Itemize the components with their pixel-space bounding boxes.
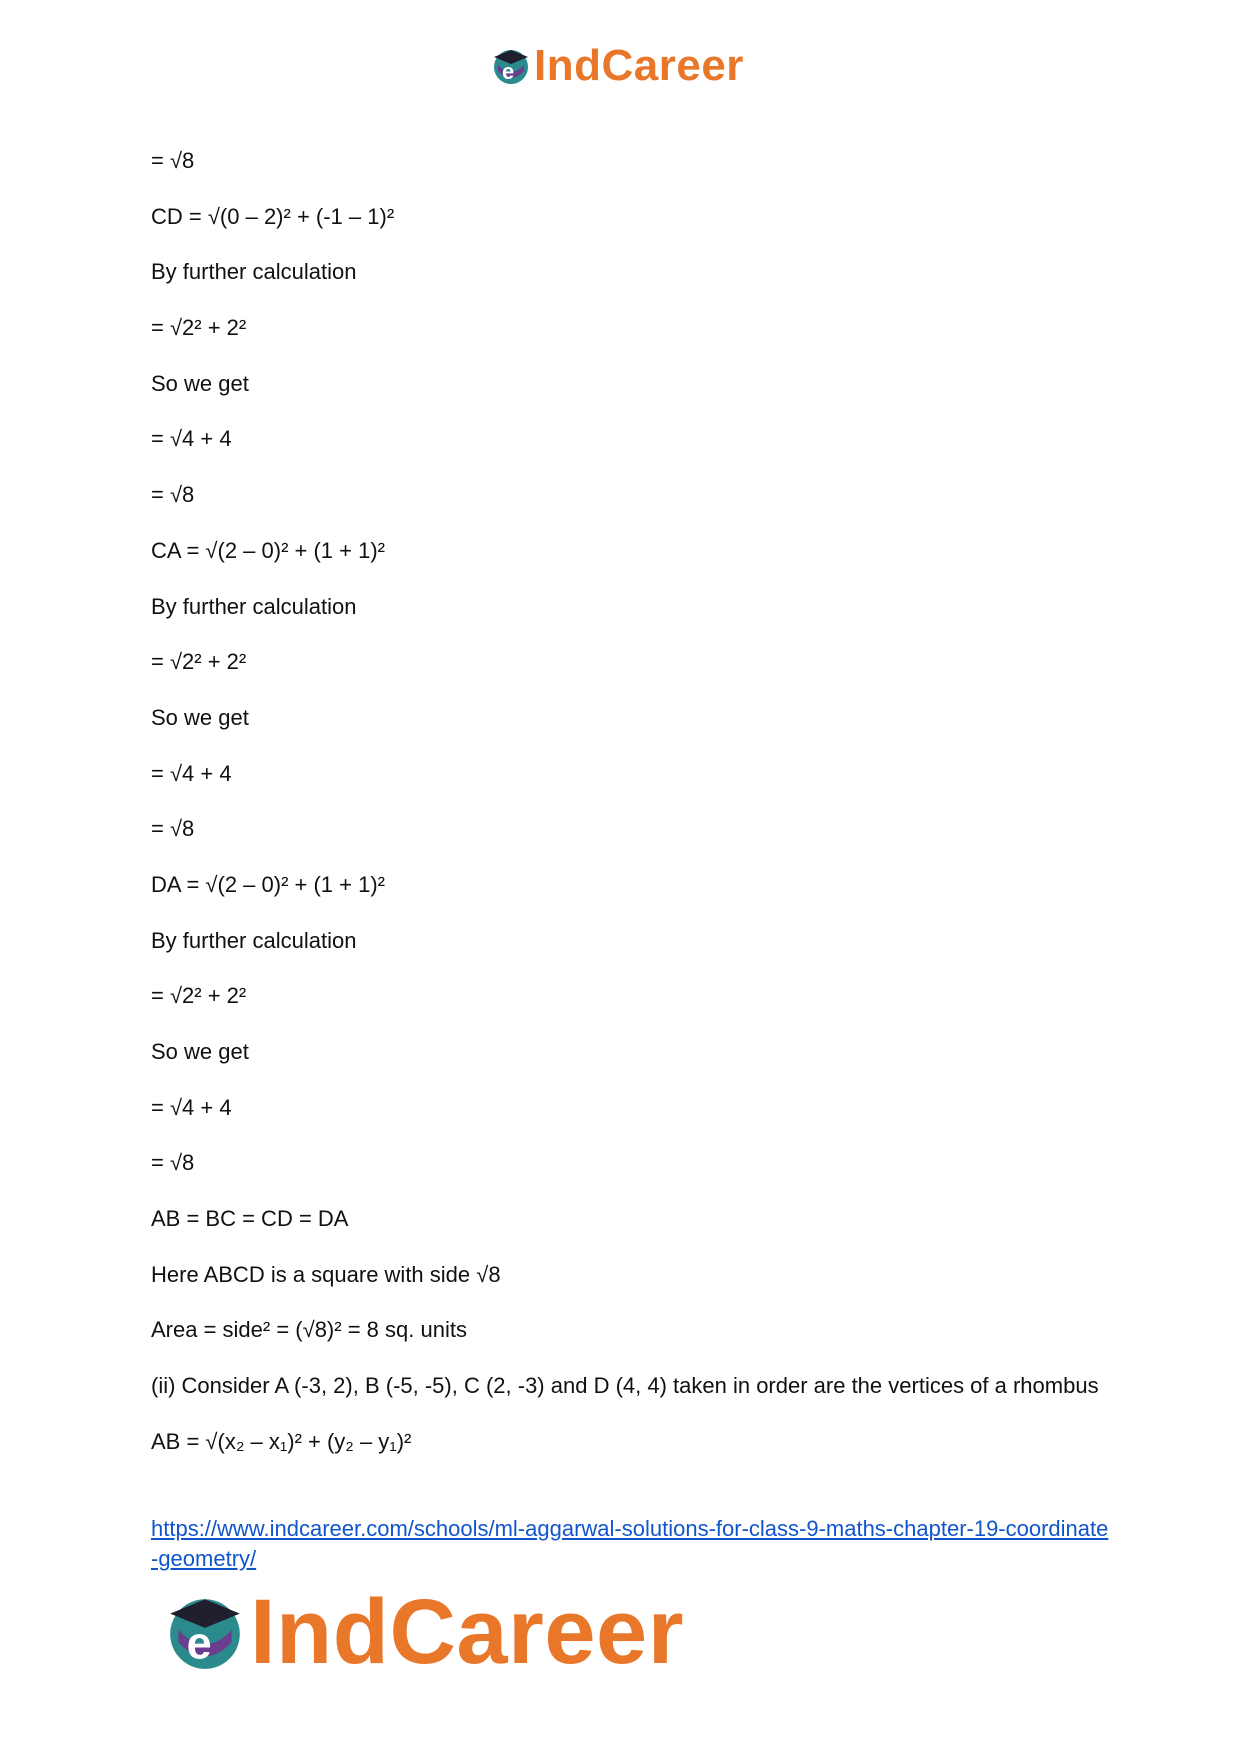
text-line: CD = √(0 – 2)² + (-1 – 1)² (151, 203, 395, 229)
footer-logo-text: IndCareer (250, 1581, 684, 1683)
text-line: DA = √(2 – 0)² + (1 + 1)² (151, 871, 385, 897)
document-body (151, 146, 1111, 1483)
text-line: = √8 (151, 816, 195, 842)
text-line: (ii) Consider A (-3, 2), B (-5, -5), C (2, -3) and D (4, 4) taken in order are the vertices of a rhombus (151, 1373, 1099, 1399)
text-line: CA = √(2 – 0)² + (1 + 1)² (151, 537, 385, 563)
text-line: = √8 (151, 148, 195, 173)
text-line: = √2² + 2² (151, 315, 247, 341)
text-line: = √8 (151, 482, 195, 508)
header-logo-text: IndCareer (534, 41, 744, 90)
text-line: So we get (151, 704, 249, 730)
text-line: So we get (151, 1039, 249, 1064)
text-line: AB = BC = CD = DA (151, 1206, 349, 1232)
text-line: = √4 + 4 (151, 1094, 232, 1120)
svg-text:e: e (186, 1617, 212, 1669)
text-line: = √4 + 4 (151, 760, 232, 786)
source-link[interactable]: https://www.indcareer.com/schools/ml-aggarwal-solutions-for-class-9-maths-chapter-19-coordinate-geometry/ (151, 1516, 1109, 1571)
footer-logo (162, 1581, 684, 1683)
text-line: Area = side² = (√8)² = 8 sq. units (151, 1317, 467, 1343)
text-line: = √4 + 4 (151, 426, 232, 452)
text-line: = √2² + 2² (151, 983, 247, 1009)
text-line: = √2² + 2² (151, 649, 247, 675)
svg-text:e: e (502, 59, 515, 84)
text-line: AB = √(x₂ – x₁)² + (y₂ – y₁)² (151, 1428, 412, 1454)
text-line: Here ABCD is a square with side √8 (151, 1261, 501, 1287)
text-line: So we get (151, 370, 249, 396)
graduation-cap-icon (490, 45, 532, 87)
text-line: By further calculation (151, 593, 357, 619)
graduation-cap-icon (162, 1589, 248, 1675)
text-line: By further calculation (151, 259, 357, 285)
text-line: By further calculation (151, 927, 357, 953)
header-logo (490, 41, 744, 90)
text-line: = √8 (151, 1150, 195, 1176)
